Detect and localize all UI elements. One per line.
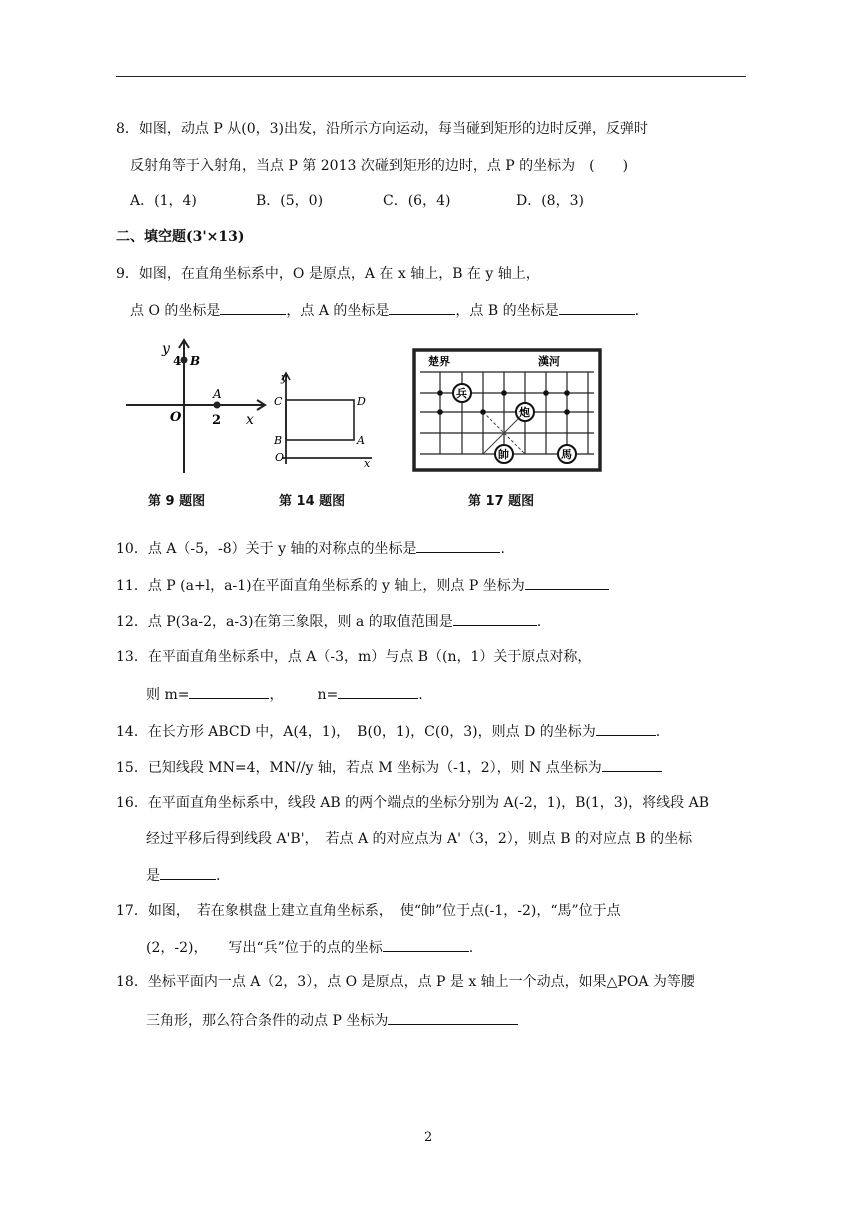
piece-shuai xyxy=(495,445,513,463)
rectangle-abcd xyxy=(286,400,354,440)
answer-blank[interactable] xyxy=(559,300,635,315)
q16-line2: 经过平移后得到线段 A'B'， 若点 A 的对应点为 A'（3，2），则点 B 的对应点 B 的坐标 xyxy=(146,831,693,847)
answer-blank[interactable] xyxy=(189,684,269,699)
answer-blank[interactable] xyxy=(388,1010,518,1025)
label-x: x xyxy=(246,412,254,428)
label-y: y xyxy=(281,371,288,384)
q18-line1: 18．坐标平面内一点 A（2，3），点 O 是原点，点 P 是 x 轴上一个动点，如果△POA 为等腰 xyxy=(116,974,695,990)
answer-blank[interactable] xyxy=(383,937,469,952)
q8-option-b: B．(5，0) xyxy=(256,193,324,209)
q14: 14．在长方形 ABCD 中，A(4，1)， B(0，1)，C(0，3)，则点 D 的坐标为 . xyxy=(116,721,660,741)
q8-option-a: A．(1，4) xyxy=(130,193,197,209)
label-4: 4 xyxy=(173,354,182,368)
q15: 15．已知线段 MN=4，MN//y 轴，若点 M 坐标为（-1，2），则 N 点坐标为 xyxy=(116,757,662,777)
piece-pao xyxy=(516,403,534,421)
label-c: C xyxy=(274,395,283,408)
q8-option-c: C．(6，4) xyxy=(383,193,451,209)
answer-blank[interactable] xyxy=(220,300,286,315)
q12: 12．点 P(3a-2，a-3)在第三象限，则 a 的取值范围是 . xyxy=(116,611,541,631)
label-a: A xyxy=(213,387,222,401)
label-d: D xyxy=(357,395,366,408)
q10: 10．点 A（-5，-8）关于 y 轴的对称点的坐标是 . xyxy=(116,538,505,558)
figure-17 xyxy=(412,348,602,472)
piece-ma xyxy=(558,445,576,463)
q11: 11．点 P (a+l，a-1)在平面直角坐标系的 y 轴上，则点 P 坐标为 xyxy=(116,575,609,595)
q9-line2: 点 O 的坐标是 ，点 A 的坐标是 ，点 B 的坐标是 . xyxy=(130,300,639,320)
q16-line3: 是 . xyxy=(146,865,220,885)
label-a: A xyxy=(357,434,365,447)
answer-blank[interactable] xyxy=(596,721,656,736)
label-b: B xyxy=(274,434,283,447)
label-o: O xyxy=(275,451,285,464)
figure-14 xyxy=(268,368,378,468)
q9-line1: 9．如图，在直角坐标系中，O 是原点，A 在 x 轴上，B 在 y 轴上， xyxy=(116,266,540,282)
label-y: y xyxy=(162,341,170,357)
label-o: O xyxy=(170,410,182,425)
caption-fig14: 第 14 题图 xyxy=(279,494,346,509)
q17-line2: (2，-2)， 写出“兵”位于的点的坐标 . xyxy=(146,937,473,957)
q13-line1: 13．在平面直角坐标系中，点 A（-3，m）与点 B（(n，1）关于原点对称， xyxy=(116,649,592,665)
q18-line2: 三角形，那么符合条件的动点 P 坐标为 xyxy=(146,1010,518,1030)
section-heading: 二、填空题(3'×13) xyxy=(116,229,245,245)
answer-blank[interactable] xyxy=(602,757,662,772)
q8-line1: 8．如图，动点 P 从(0，3)出发，沿所示方向运动，每当碰到矩形的边时反弹，反弹时 xyxy=(116,121,648,137)
svg-text:炮: 炮 xyxy=(519,406,530,419)
answer-blank[interactable] xyxy=(416,538,500,553)
q17-line1: 17．如图， 若在象棋盘上建立直角坐标系， 使“帥”位于点(-1，-2)，“馬”位于点 xyxy=(116,903,621,919)
caption-fig9: 第 9 题图 xyxy=(148,494,206,509)
piece-bing xyxy=(453,384,471,402)
header-rule xyxy=(116,76,746,77)
caption-fig17: 第 17 题图 xyxy=(468,494,535,509)
answer-blank[interactable] xyxy=(160,865,216,880)
svg-text:馬: 馬 xyxy=(561,448,572,461)
svg-text:兵: 兵 xyxy=(456,387,467,400)
q8-option-d: D．(8，3) xyxy=(516,193,584,209)
label-hanhe: 漢河 xyxy=(538,355,560,368)
label-2: 2 xyxy=(212,413,222,428)
label-b: B xyxy=(190,354,201,368)
q8-line2: 反射角等于入射角，当点 P 第 2013 次碰到矩形的边时，点 P 的坐标为 ( ) xyxy=(130,158,629,174)
point-b xyxy=(181,357,188,364)
page-number: 2 xyxy=(424,1130,433,1145)
answer-blank[interactable] xyxy=(525,575,609,590)
answer-blank[interactable] xyxy=(453,611,537,626)
q16-line1: 16．在平面直角坐标系中，线段 AB 的两个端点的坐标分别为 A(-2，1)，B(1，3)，将线段 AB xyxy=(116,795,710,811)
point-a xyxy=(214,402,221,409)
answer-blank[interactable] xyxy=(338,684,418,699)
q13-line2: 则 m= ， n= . xyxy=(146,684,423,704)
figure-9 xyxy=(120,335,270,475)
label-chujie: 楚界 xyxy=(428,355,450,368)
svg-text:帥: 帥 xyxy=(498,448,509,461)
label-x: x xyxy=(364,457,371,468)
answer-blank[interactable] xyxy=(389,300,455,315)
